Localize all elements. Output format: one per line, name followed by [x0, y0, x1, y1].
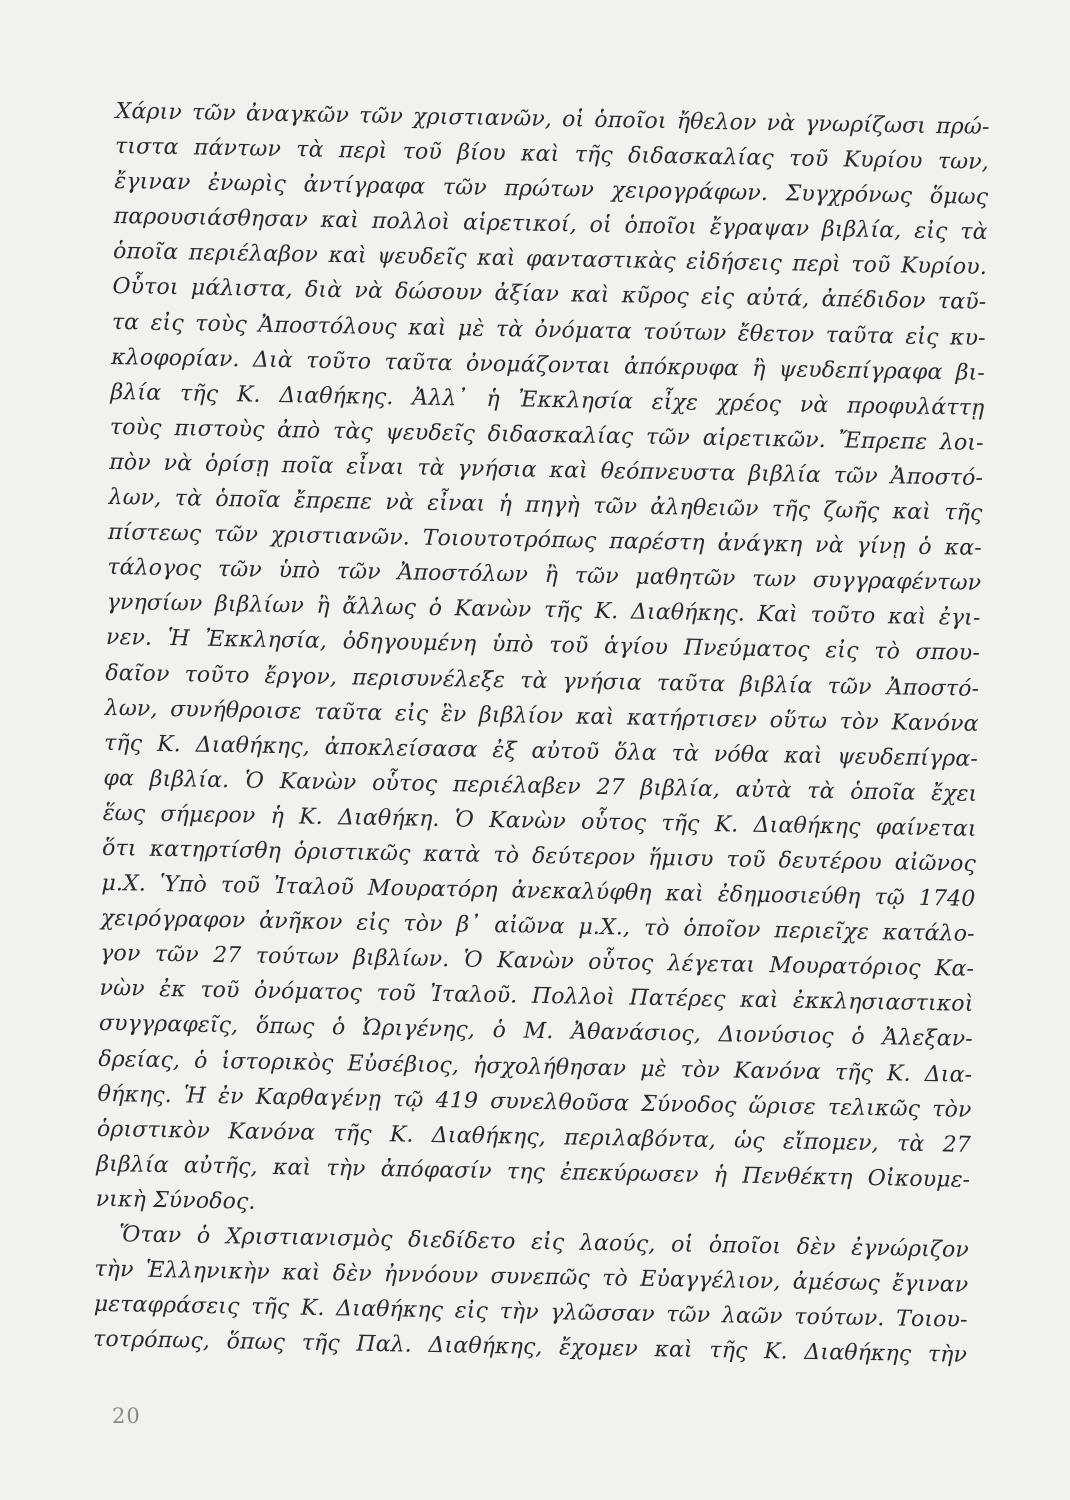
- text-line: Ὅταν ὁ Χριστιανισμὸς διεδίδετο εἰς λαούς, οἱ ὁποῖοι δὲν ἐγνώριζον: [118, 1222, 970, 1263]
- page-number: 20: [112, 1404, 141, 1428]
- text-line: τὴν Ἑλληνικὴν καὶ δὲν ἠννόουν συνεπῶς τὸ Εὐαγγέλιον, ἀμέσως ἔγιναν: [94, 1256, 969, 1298]
- text-line: πίστεως τῶν χριστιανῶν. Τοιουτοτρόπως παρέστη ἀνάγκη νὰ γίνῃ ὁ κα-: [107, 520, 983, 562]
- text-line: χειρόγραφον ἀνῆκον εἰς τὸν β᾽ αἰῶνα μ.Χ., τὸ ὁποῖον περιεῖχε κατάλο-: [100, 906, 975, 948]
- paragraph-canon-history: [95, 94, 989, 1233]
- text-line: τα εἰς τοὺς Ἀποστόλους καὶ μὲ τὰ ὀνόματα τούτων ἔθετον ταῦτα εἰς κυ-: [111, 309, 986, 351]
- text-line: Χάριν τῶν ἀναγκῶν τῶν χριστιανῶν, οἱ ὁποῖοι ἤθελον νὰ γνωρίζωσι πρώ-: [115, 98, 990, 141]
- text-line: γνησίων βιβλίων ἢ ἄλλως ὁ Κανὼν τῆς Κ. Διαθήκης. Καὶ τοῦτο καὶ ἐγι-: [106, 590, 981, 632]
- text-line: φα βιβλία. Ὁ Κανὼν οὗτος περιέλαβεν 27 βιβλία, αὐτὰ τὰ ὁποῖα ἔχει: [103, 765, 978, 807]
- text-line: παρουσιάσθησαν καὶ πολλοὶ αἱρετικοί, οἱ ὁποῖοι ἔγραψαν βιβλία, εἰς τὰ: [113, 204, 988, 246]
- text-line: τάλογος τῶν ὑπὸ τῶν Ἀποστόλων ἢ τῶν μαθητῶν των συγγραφέντων: [107, 555, 982, 597]
- text-line: συγγραφεῖς, ὅπως ὁ Ὠριγένης, ὁ Μ. Ἀθανάσιος, Διονύσιος ὁ Ἀλεξαν-: [98, 1011, 974, 1053]
- text-line: νὼν ἐκ τοῦ ὀνόματος τοῦ Ἰταλοῦ. Πολλοὶ Πατέρες καὶ ἐκκλησιαστικοὶ: [99, 976, 974, 1018]
- text-line: ὁποῖα περιέλαβον καὶ ψευδεῖς καὶ φανταστικὰς εἰδήσεις περὶ τοῦ Κυρίου.: [112, 239, 988, 281]
- text-line: κλοφορίαν. Διὰ τοῦτο ταῦτα ὀνομάζονται ἀπόκρυφα ἢ ψευδεπίγραφα βι-: [110, 344, 986, 386]
- text-line: τῆς Κ. Διαθήκης, ἀποκλείσασα ἐξ αὐτοῦ ὅλα τὰ νόθα καὶ ψευδεπίγρα-: [103, 730, 979, 772]
- text-line: τοτρόπως, ὅπως τῆς Παλ. Διαθήκης, ἔχομεν καὶ τῆς Κ. Διαθήκης τὴν: [92, 1327, 968, 1369]
- text-line: γον τῶν 27 τούτων βιβλίων. Ὁ Κανὼν οὗτος λέγεται Μουρατόριος Κα-: [100, 941, 975, 983]
- text-line: μ.Χ. Ὑπὸ τοῦ Ἰταλοῦ Μουρατόρη ἀνεκαλύφθη καὶ ἐδημοσιεύθη τῷ 1740: [101, 870, 976, 912]
- text-line: θήκης. Ἡ ἐν Καρθαγένῃ τῷ 419 συνελθοῦσα Σύνοδος ὥρισε τελικῶς τὸν: [97, 1081, 972, 1123]
- text-line: τιστα πάντων τὰ περὶ τοῦ βίου καὶ τῆς διδασκαλίας τοῦ Κυρίου των,: [114, 134, 990, 176]
- text-line: λων, συνήθροισε ταῦτα εἰς ἓν βιβλίον καὶ κατήρτισεν οὕτω τὸν Κανόνα: [104, 695, 979, 737]
- body-text: [93, 94, 990, 1373]
- text-line: ἔγιναν ἐνωρὶς ἀντίγραφα τῶν πρώτων χειρογράφων. Συγχρόνως ὅμως: [114, 169, 989, 211]
- text-line: βλία τῆς Κ. Διαθήκης. Ἀλλ᾽ ἡ Ἐκκλησία εἶχε χρέος νὰ προφυλάττῃ: [110, 379, 985, 421]
- text-line: ἕως σήμερον ἡ Κ. Διαθήκη. Ὁ Κανὼν οὗτος τῆς Κ. Διαθήκης φαίνεται: [102, 800, 977, 842]
- text-line: μεταφράσεις τῆς Κ. Διαθήκης εἰς τὴν γλῶσσαν τῶν λαῶν τούτων. Τοιου-: [93, 1291, 968, 1333]
- paragraph-translations: [93, 1217, 969, 1373]
- text-line: λων, τὰ ὁποῖα ἔπρεπε νὰ εἶναι ἡ πηγὴ τῶν ἀληθειῶν τῆς ζωῆς καὶ τῆς: [108, 484, 983, 526]
- text-line: δαῖον τοῦτο ἔργον, περισυνέλεξε τὰ γνήσια ταῦτα βιβλία τῶν Ἀποστό-: [105, 660, 980, 702]
- text-line: τοὺς πιστοὺς ἀπὸ τὰς ψευδεῖς διδασκαλίας τῶν αἱρετικῶν. Ἔπρεπε λοι-: [109, 414, 984, 456]
- text-line: Οὗτοι μάλιστα, διὰ νὰ δώσουν ἀξίαν καὶ κῦρος εἰς αὐτά, ἀπέδιδον ταῦ-: [112, 274, 987, 316]
- text-line: δρείας, ὁ ἱστορικὸς Εὐσέβιος, ἠσχολήθησαν μὲ τὸν Κανόνα τῆς Κ. Δια-: [98, 1046, 973, 1088]
- text-line: ὁριστικὸν Κανόνα τῆς Κ. Διαθήκης, περιλαβόντα, ὡς εἴπομεν, τὰ 27: [96, 1116, 972, 1158]
- text-line: νικὴ Σύνοδος.: [95, 1186, 256, 1215]
- text-line: βιβλία αὐτῆς, καὶ τὴν ἀπόφασίν της ἐπεκύρωσεν ἡ Πενθέκτη Οἰκουμε-: [96, 1151, 971, 1193]
- text-line: ὅτι κατηρτίσθη ὁριστικῶς κατὰ τὸ δεύτερον ἥμισυ τοῦ δευτέρου αἰῶνος: [101, 835, 977, 877]
- text-line: νεν. Ἡ Ἐκκλησία, ὁδηγουμένη ὑπὸ τοῦ ἁγίου Πνεύματος εἰς τὸ σπου-: [105, 625, 981, 667]
- text-line: πὸν νὰ ὁρίσῃ ποῖα εἶναι τὰ γνήσια καὶ θεόπνευστα βιβλία τῶν Ἀποστό-: [109, 449, 984, 491]
